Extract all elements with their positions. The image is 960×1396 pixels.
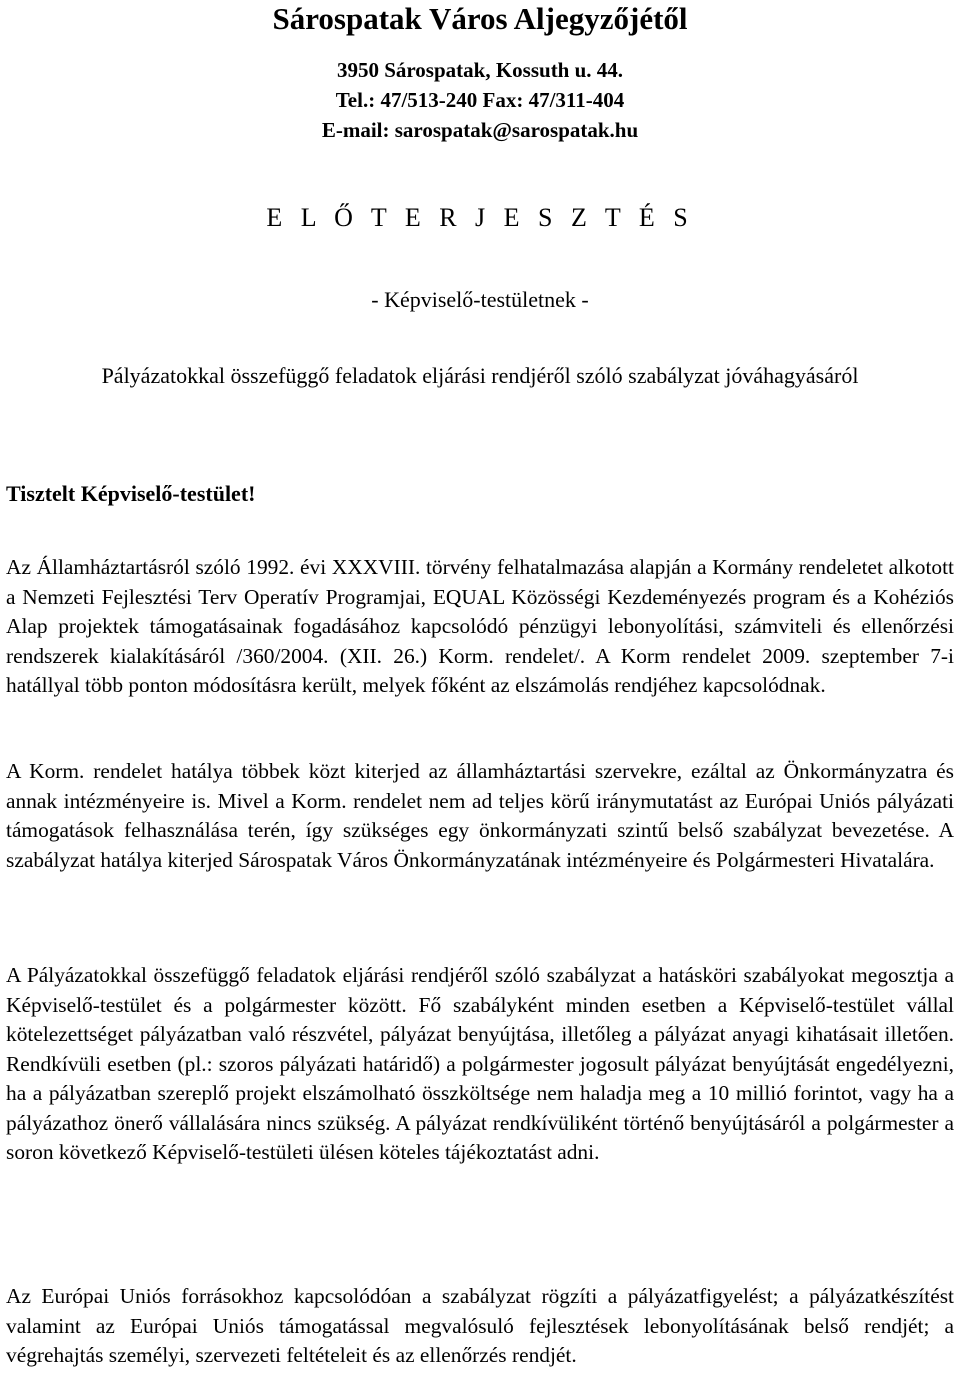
sender-contact-block (0, 55, 960, 145)
body-paragraph: Az Európai Uniós forrásokhoz kapcsolódóan a szabályzat rögzíti a pályázatfigyelést; a pályázatkészítést valamint az Európai Uniós támogatással megvalósuló fejlesztések lebonyolításának belső rendjét; a végrehajtás személyi, szervezeti feltételeit és az ellenőrzés rendjét. (6, 1284, 954, 1367)
salutation: Tisztelt Képviselő-testület! (6, 481, 256, 506)
sender-email: E-mail: sarospatak@sarospatak.hu (321, 118, 639, 142)
body-paragraph: A Pályázatokkal összefüggő feladatok eljárási rendjéről szóló szabályzat a hatásköri szabályokat megosztja a Képviselő-testület és a polgármester között. Fő szabályként minden esetben a Képviselő-testület vállal kötelezettséget pályázatban való részvétel, pályázat benyújtása, illetőleg a pályázat anyagi kihatásait illetően. Rendkívüli esetben (pl.: szoros pályázati határidő) a polgármester jogosult pályázat benyújtását engedélyezni, ha a pályázatban szereplő projekt elszámolható összköltsége nem haladja meg a 10 millió forintot, vagy ha a pályázathoz önerő vállalására nincs szükség. A pályázat rendkívüliként történő benyújtásáról a polgármester a soron következő Képviselő-testületi ülésen köteles tájékoztatást adni. (6, 963, 954, 1164)
sender-address: 3950 Sárospatak, Kossuth u. 44. (336, 58, 624, 82)
body-paragraph: A Korm. rendelet hatálya többek közt kiterjed az államháztartási szervekre, ezáltal az Önkormányzatra és annak intézményeire is. Mivel a Korm. rendelet nem ad teljes körű iránymutatást az Európai Uniós pályázati támogatások felhasználása terén, így szükséges egy önkormányzati szintű belső szabályzat bevezetése. A szabályzat hatálya kiterjed Sárospatak Város Önkormányzatának intézményeire és Polgármesteri Hivatalára. (6, 759, 954, 872)
body-paragraph: Az Államháztartásról szóló 1992. évi XXXVIII. törvény felhatalmazása alapján a Kormány rendeletet alkotott a Nemzeti Fejlesztési Terv Operatív Programjai, EQUAL Közösségi Kezdeményezés program és a Kohéziós Alap projektek támogatásainak fogadásához kapcsolódó pénzügyi lebonyolítási, számviteli és ellenőrzési rendszerek kialakításáról /360/2004. (XII. 26.) Korm. rendelet/. A Korm rendelet 2009. szeptember 7-i hatállyal több ponton módosításra került, melyek főként az elszámolás rendjéhez kapcsolódnak. (6, 555, 954, 697)
document-heading: E L Ő T E R J E S Z T É S (266, 203, 694, 232)
document-recipient: - Képviselő-testületnek - (371, 287, 589, 312)
sender-title: Sárospatak Város Aljegyzőjétől (272, 1, 688, 36)
sender-phone-fax: Tel.: 47/513-240 Fax: 47/311-404 (335, 88, 625, 112)
document-subject: Pályázatokkal összefüggő feladatok eljárási rendjéről szóló szabályzat jóváhagyásáról (101, 363, 859, 388)
